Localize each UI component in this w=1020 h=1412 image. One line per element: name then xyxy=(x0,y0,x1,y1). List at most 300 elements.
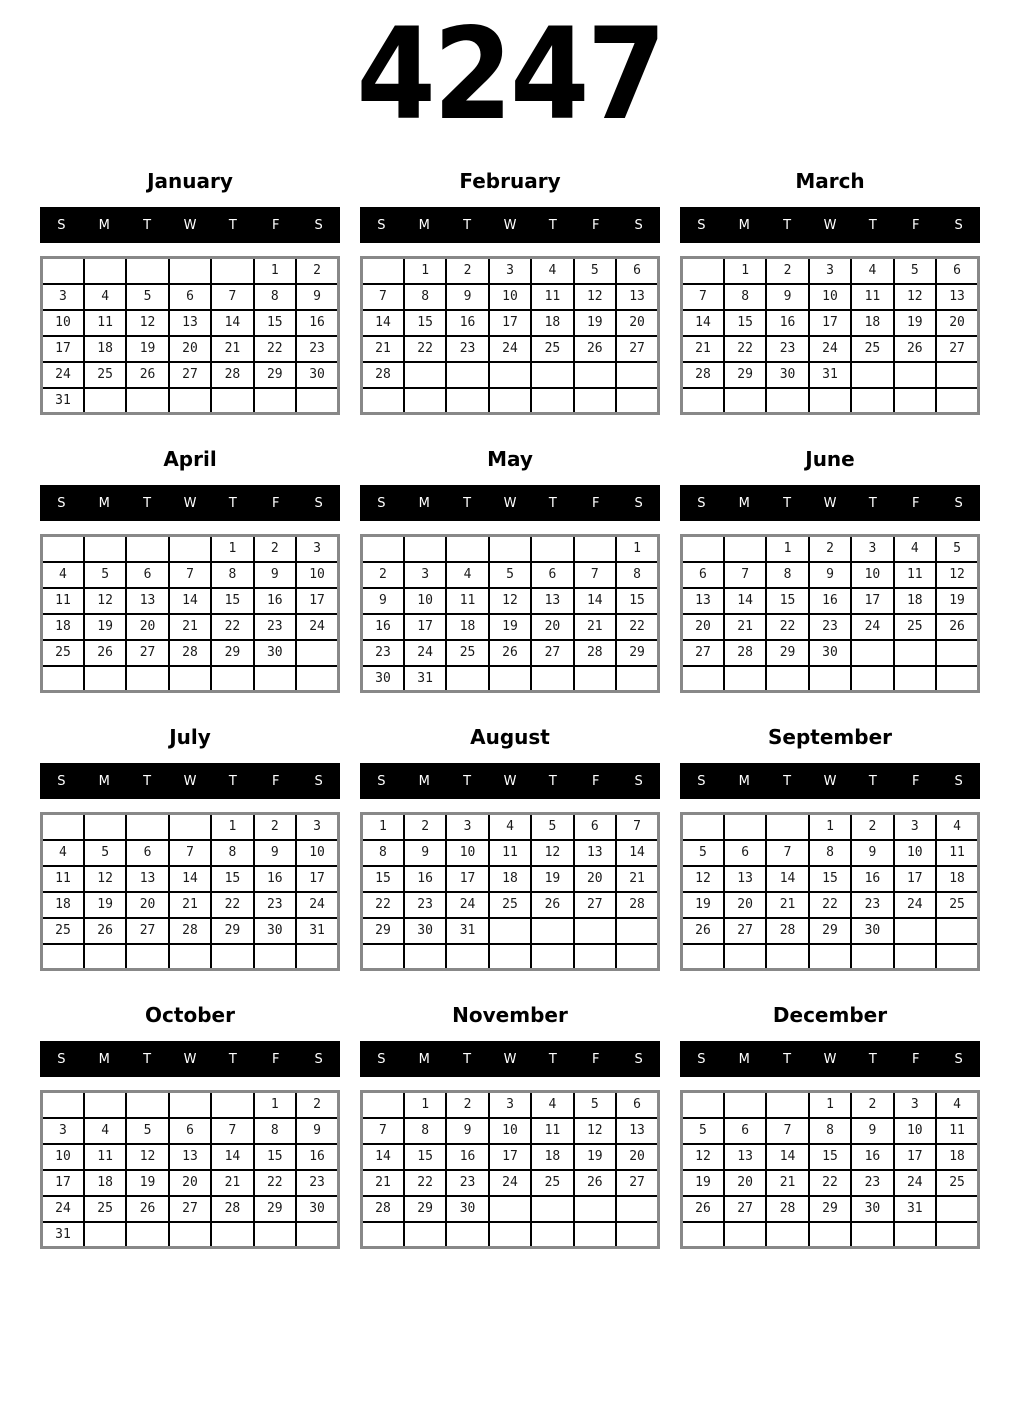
month-day-grid xyxy=(40,534,340,693)
day-cell: 16 xyxy=(362,614,404,640)
day-cell: 30 xyxy=(404,918,446,944)
day-cell: 31 xyxy=(42,1222,84,1248)
month-day-grid xyxy=(680,812,980,971)
day-cell: 21 xyxy=(211,336,253,362)
day-cell: 6 xyxy=(682,562,724,588)
day-cell: 23 xyxy=(254,892,296,918)
day-cell: 4 xyxy=(894,536,936,562)
empty-day-cell xyxy=(894,388,936,414)
day-cell: 18 xyxy=(42,892,84,918)
day-cell: 26 xyxy=(574,1170,616,1196)
empty-day-cell xyxy=(851,1222,893,1248)
empty-day-cell xyxy=(404,362,446,388)
day-cell: 21 xyxy=(724,614,766,640)
empty-day-cell xyxy=(404,536,446,562)
month-day-grid xyxy=(40,256,340,415)
month-title: July xyxy=(169,725,211,749)
day-cell: 28 xyxy=(616,892,658,918)
day-cell: 26 xyxy=(531,892,573,918)
day-cell: 25 xyxy=(489,892,531,918)
day-of-week-label: S xyxy=(314,773,323,789)
day-cell: 27 xyxy=(574,892,616,918)
day-cell: 25 xyxy=(84,1196,126,1222)
empty-day-cell xyxy=(616,1196,658,1222)
empty-day-cell xyxy=(296,666,338,692)
month-title: February xyxy=(459,169,561,193)
empty-day-cell xyxy=(446,944,488,970)
week-row xyxy=(362,562,659,588)
week-row xyxy=(42,840,339,866)
day-of-week-label: S xyxy=(954,773,963,789)
week-row xyxy=(362,1170,659,1196)
day-of-week-label: S xyxy=(697,217,706,233)
day-cell: 3 xyxy=(296,536,338,562)
day-cell: 5 xyxy=(84,562,126,588)
day-cell: 25 xyxy=(894,614,936,640)
day-cell: 28 xyxy=(766,1196,808,1222)
day-cell: 4 xyxy=(42,562,84,588)
day-cell: 4 xyxy=(531,1092,573,1118)
empty-day-cell xyxy=(446,1222,488,1248)
day-of-week-label: W xyxy=(823,773,837,789)
day-cell: 29 xyxy=(809,918,851,944)
day-cell: 20 xyxy=(616,310,658,336)
day-cell: 27 xyxy=(724,918,766,944)
week-row xyxy=(362,892,659,918)
day-cell: 9 xyxy=(254,562,296,588)
day-cell: 7 xyxy=(682,284,724,310)
day-cell: 1 xyxy=(362,814,404,840)
day-cell: 1 xyxy=(404,258,446,284)
day-cell: 1 xyxy=(254,1092,296,1118)
day-cell: 24 xyxy=(809,336,851,362)
empty-day-cell xyxy=(809,666,851,692)
day-cell: 15 xyxy=(404,1144,446,1170)
day-cell: 6 xyxy=(616,1092,658,1118)
day-cell: 27 xyxy=(126,640,168,666)
day-cell: 30 xyxy=(851,918,893,944)
day-cell: 31 xyxy=(404,666,446,692)
empty-day-cell xyxy=(126,1222,168,1248)
empty-day-cell xyxy=(851,362,893,388)
day-cell: 21 xyxy=(682,336,724,362)
day-cell: 24 xyxy=(489,1170,531,1196)
week-row xyxy=(362,336,659,362)
day-of-week-label: T xyxy=(143,1051,152,1067)
day-cell: 18 xyxy=(84,1170,126,1196)
day-cell: 9 xyxy=(296,284,338,310)
day-cell: 8 xyxy=(404,284,446,310)
week-row xyxy=(682,1118,979,1144)
month-title: June xyxy=(805,447,855,471)
day-cell: 2 xyxy=(254,536,296,562)
week-row xyxy=(362,258,659,284)
day-cell: 5 xyxy=(126,1118,168,1144)
day-cell: 30 xyxy=(296,1196,338,1222)
day-of-week-label: F xyxy=(271,495,280,511)
day-cell: 23 xyxy=(362,640,404,666)
empty-day-cell xyxy=(936,1196,978,1222)
day-cell: 22 xyxy=(766,614,808,640)
day-cell: 15 xyxy=(809,1144,851,1170)
day-cell: 31 xyxy=(296,918,338,944)
empty-day-cell xyxy=(936,1222,978,1248)
day-cell: 2 xyxy=(362,562,404,588)
day-cell: 21 xyxy=(362,336,404,362)
empty-day-cell xyxy=(126,666,168,692)
empty-day-cell xyxy=(84,388,126,414)
week-row xyxy=(362,640,659,666)
empty-day-cell xyxy=(574,388,616,414)
empty-day-cell xyxy=(362,1092,404,1118)
day-cell: 11 xyxy=(42,866,84,892)
day-cell: 23 xyxy=(809,614,851,640)
week-row xyxy=(682,1196,979,1222)
day-cell: 14 xyxy=(169,866,211,892)
day-cell: 20 xyxy=(531,614,573,640)
day-cell: 1 xyxy=(404,1092,446,1118)
empty-day-cell xyxy=(126,944,168,970)
day-cell: 17 xyxy=(404,614,446,640)
day-cell: 8 xyxy=(254,284,296,310)
day-cell: 9 xyxy=(851,1118,893,1144)
empty-day-cell xyxy=(211,1092,253,1118)
day-of-week-label: T xyxy=(463,773,472,789)
day-of-week-label: W xyxy=(823,495,837,511)
day-cell: 31 xyxy=(42,388,84,414)
day-cell: 24 xyxy=(489,336,531,362)
day-cell: 21 xyxy=(169,892,211,918)
day-cell: 23 xyxy=(851,1170,893,1196)
month-block-november xyxy=(360,989,660,1267)
day-cell: 21 xyxy=(362,1170,404,1196)
day-cell: 22 xyxy=(809,1170,851,1196)
day-cell: 20 xyxy=(169,1170,211,1196)
month-day-grid xyxy=(360,812,660,971)
day-cell: 18 xyxy=(894,588,936,614)
day-cell: 1 xyxy=(211,814,253,840)
day-cell: 29 xyxy=(766,640,808,666)
day-cell: 13 xyxy=(126,866,168,892)
week-row xyxy=(682,336,979,362)
day-cell: 1 xyxy=(809,1092,851,1118)
week-row xyxy=(682,1144,979,1170)
day-cell: 9 xyxy=(766,284,808,310)
day-cell: 2 xyxy=(851,814,893,840)
day-cell: 28 xyxy=(766,918,808,944)
empty-day-cell xyxy=(362,944,404,970)
day-cell: 13 xyxy=(126,588,168,614)
week-row xyxy=(42,614,339,640)
day-of-week-label: S xyxy=(314,1051,323,1067)
day-of-week-label: M xyxy=(418,1051,430,1067)
day-cell: 14 xyxy=(362,310,404,336)
day-cell: 28 xyxy=(362,1196,404,1222)
day-cell: 26 xyxy=(489,640,531,666)
day-of-week-label: T xyxy=(868,495,877,511)
week-row xyxy=(682,666,979,692)
day-cell: 30 xyxy=(362,666,404,692)
day-cell: 16 xyxy=(851,866,893,892)
week-row xyxy=(682,1092,979,1118)
week-row xyxy=(42,388,339,414)
day-cell: 24 xyxy=(894,1170,936,1196)
day-cell: 1 xyxy=(809,814,851,840)
day-cell: 23 xyxy=(296,336,338,362)
day-of-week-header xyxy=(680,485,980,521)
day-cell: 14 xyxy=(724,588,766,614)
empty-day-cell xyxy=(851,666,893,692)
week-row xyxy=(682,1170,979,1196)
week-row xyxy=(42,310,339,336)
day-cell: 15 xyxy=(254,310,296,336)
empty-day-cell xyxy=(84,1092,126,1118)
day-of-week-label: F xyxy=(911,217,920,233)
empty-day-cell xyxy=(574,666,616,692)
day-cell: 3 xyxy=(404,562,446,588)
day-cell: 17 xyxy=(894,866,936,892)
empty-day-cell xyxy=(894,944,936,970)
day-cell: 13 xyxy=(531,588,573,614)
day-cell: 1 xyxy=(211,536,253,562)
week-row xyxy=(42,944,339,970)
empty-day-cell xyxy=(682,388,724,414)
day-cell: 13 xyxy=(616,1118,658,1144)
day-cell: 5 xyxy=(682,1118,724,1144)
day-cell: 25 xyxy=(936,892,978,918)
day-of-week-label: S xyxy=(634,1051,643,1067)
empty-day-cell xyxy=(254,666,296,692)
day-cell: 7 xyxy=(362,1118,404,1144)
day-cell: 18 xyxy=(936,1144,978,1170)
empty-day-cell xyxy=(809,1222,851,1248)
day-cell: 10 xyxy=(42,1144,84,1170)
day-cell: 28 xyxy=(169,640,211,666)
week-row xyxy=(42,666,339,692)
empty-day-cell xyxy=(296,388,338,414)
day-cell: 8 xyxy=(211,840,253,866)
day-cell: 19 xyxy=(489,614,531,640)
day-cell: 24 xyxy=(296,614,338,640)
day-of-week-header xyxy=(40,207,340,243)
day-of-week-label: T xyxy=(228,1051,237,1067)
day-cell: 14 xyxy=(616,840,658,866)
day-cell: 7 xyxy=(724,562,766,588)
empty-day-cell xyxy=(766,666,808,692)
year-title: 4247 xyxy=(356,0,664,148)
empty-day-cell xyxy=(84,536,126,562)
day-cell: 21 xyxy=(211,1170,253,1196)
month-block-january xyxy=(40,155,340,433)
day-cell: 22 xyxy=(254,336,296,362)
day-cell: 20 xyxy=(126,892,168,918)
week-row xyxy=(682,536,979,562)
empty-day-cell xyxy=(531,918,573,944)
empty-day-cell xyxy=(42,1092,84,1118)
day-cell: 3 xyxy=(894,814,936,840)
day-cell: 15 xyxy=(211,588,253,614)
month-block-july xyxy=(40,711,340,989)
empty-day-cell xyxy=(211,1222,253,1248)
month-block-march xyxy=(680,155,980,433)
day-of-week-header xyxy=(360,485,660,521)
day-cell: 28 xyxy=(211,1196,253,1222)
day-cell: 20 xyxy=(126,614,168,640)
empty-day-cell xyxy=(531,536,573,562)
empty-day-cell xyxy=(254,388,296,414)
day-cell: 7 xyxy=(211,1118,253,1144)
empty-day-cell xyxy=(42,814,84,840)
day-cell: 28 xyxy=(169,918,211,944)
day-of-week-label: S xyxy=(57,495,66,511)
empty-day-cell xyxy=(84,1222,126,1248)
day-cell: 17 xyxy=(446,866,488,892)
day-cell: 9 xyxy=(296,1118,338,1144)
month-block-june xyxy=(680,433,980,711)
day-of-week-label: W xyxy=(823,1051,837,1067)
day-cell: 15 xyxy=(616,588,658,614)
empty-day-cell xyxy=(42,258,84,284)
week-row xyxy=(42,336,339,362)
day-of-week-label: F xyxy=(271,1051,280,1067)
week-row xyxy=(682,892,979,918)
day-cell: 29 xyxy=(404,1196,446,1222)
day-cell: 9 xyxy=(446,1118,488,1144)
empty-day-cell xyxy=(616,362,658,388)
day-cell: 2 xyxy=(851,1092,893,1118)
day-cell: 19 xyxy=(84,892,126,918)
day-cell: 4 xyxy=(936,1092,978,1118)
day-cell: 10 xyxy=(446,840,488,866)
day-cell: 3 xyxy=(809,258,851,284)
day-cell: 13 xyxy=(724,866,766,892)
week-row xyxy=(42,892,339,918)
day-cell: 12 xyxy=(894,284,936,310)
empty-day-cell xyxy=(766,388,808,414)
day-cell: 23 xyxy=(851,892,893,918)
day-cell: 19 xyxy=(936,588,978,614)
day-cell: 11 xyxy=(936,840,978,866)
day-cell: 9 xyxy=(404,840,446,866)
day-of-week-label: M xyxy=(738,1051,750,1067)
day-cell: 15 xyxy=(362,866,404,892)
day-cell: 8 xyxy=(404,1118,446,1144)
day-cell: 19 xyxy=(126,336,168,362)
day-of-week-label: W xyxy=(823,217,837,233)
month-day-grid xyxy=(360,1090,660,1249)
day-of-week-label: M xyxy=(98,217,110,233)
empty-day-cell xyxy=(531,388,573,414)
day-cell: 10 xyxy=(404,588,446,614)
week-row xyxy=(42,918,339,944)
day-cell: 19 xyxy=(531,866,573,892)
day-cell: 27 xyxy=(126,918,168,944)
day-cell: 10 xyxy=(489,1118,531,1144)
day-of-week-label: S xyxy=(954,495,963,511)
week-row xyxy=(682,388,979,414)
day-of-week-label: T xyxy=(868,773,877,789)
day-cell: 17 xyxy=(894,1144,936,1170)
day-of-week-label: T xyxy=(463,1051,472,1067)
day-of-week-label: S xyxy=(954,217,963,233)
day-cell: 10 xyxy=(296,562,338,588)
empty-day-cell xyxy=(574,536,616,562)
day-cell: 29 xyxy=(211,640,253,666)
day-cell: 17 xyxy=(851,588,893,614)
day-cell: 17 xyxy=(489,1144,531,1170)
day-cell: 28 xyxy=(362,362,404,388)
day-cell: 4 xyxy=(531,258,573,284)
empty-day-cell xyxy=(574,362,616,388)
empty-day-cell xyxy=(446,666,488,692)
empty-day-cell xyxy=(169,666,211,692)
empty-day-cell xyxy=(489,1222,531,1248)
day-cell: 14 xyxy=(766,1144,808,1170)
empty-day-cell xyxy=(936,666,978,692)
day-of-week-label: M xyxy=(418,773,430,789)
day-cell: 27 xyxy=(169,1196,211,1222)
week-row xyxy=(362,310,659,336)
empty-day-cell xyxy=(724,666,766,692)
day-of-week-label: S xyxy=(697,495,706,511)
day-of-week-label: S xyxy=(634,495,643,511)
day-cell: 26 xyxy=(126,362,168,388)
day-cell: 30 xyxy=(296,362,338,388)
week-row xyxy=(682,562,979,588)
day-of-week-label: S xyxy=(697,773,706,789)
day-cell: 24 xyxy=(446,892,488,918)
day-cell: 30 xyxy=(254,918,296,944)
empty-day-cell xyxy=(574,918,616,944)
empty-day-cell xyxy=(126,388,168,414)
week-row xyxy=(42,588,339,614)
empty-day-cell xyxy=(296,640,338,666)
day-of-week-label: S xyxy=(697,1051,706,1067)
day-cell: 2 xyxy=(296,258,338,284)
empty-day-cell xyxy=(936,362,978,388)
day-cell: 6 xyxy=(169,1118,211,1144)
week-row xyxy=(42,562,339,588)
day-cell: 1 xyxy=(616,536,658,562)
month-title: October xyxy=(145,1003,235,1027)
day-of-week-label: W xyxy=(503,773,517,789)
day-cell: 15 xyxy=(766,588,808,614)
day-of-week-label: S xyxy=(634,217,643,233)
empty-day-cell xyxy=(489,944,531,970)
day-cell: 25 xyxy=(531,336,573,362)
empty-day-cell xyxy=(254,1222,296,1248)
day-of-week-label: F xyxy=(911,1051,920,1067)
day-cell: 10 xyxy=(296,840,338,866)
empty-day-cell xyxy=(489,362,531,388)
empty-day-cell xyxy=(531,944,573,970)
week-row xyxy=(362,1092,659,1118)
day-cell: 8 xyxy=(616,562,658,588)
day-cell: 24 xyxy=(42,1196,84,1222)
empty-day-cell xyxy=(169,944,211,970)
day-cell: 27 xyxy=(616,336,658,362)
day-cell: 12 xyxy=(574,1118,616,1144)
day-cell: 11 xyxy=(531,1118,573,1144)
day-cell: 6 xyxy=(169,284,211,310)
day-cell: 2 xyxy=(446,258,488,284)
day-cell: 14 xyxy=(211,1144,253,1170)
day-of-week-label: T xyxy=(463,495,472,511)
month-title: April xyxy=(163,447,217,471)
empty-day-cell xyxy=(851,640,893,666)
empty-day-cell xyxy=(894,918,936,944)
day-of-week-label: F xyxy=(271,773,280,789)
